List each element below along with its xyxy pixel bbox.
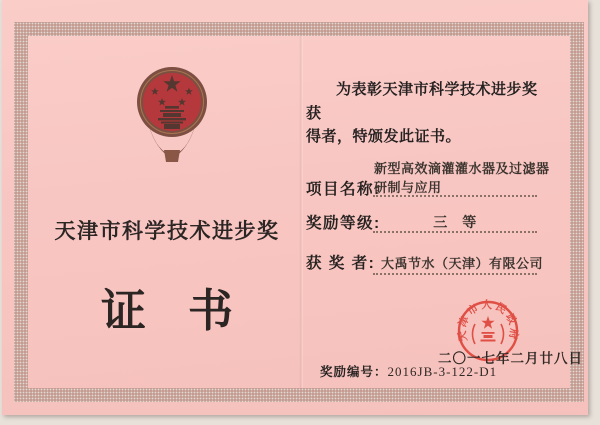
border-ribbon-bottom (14, 388, 584, 402)
project-name-value-line1: 新型高效滴灌灌水器及过滤器 (374, 161, 550, 176)
project-name-label: 项目名称: (306, 181, 381, 198)
award-grade-underline (373, 213, 537, 233)
award-grade-value: 三 等 (433, 216, 477, 231)
national-emblem-icon (134, 62, 210, 166)
project-name-value-line2: 研制与应用 (374, 180, 442, 195)
winner-underline (373, 255, 537, 275)
certificate-word: 证书 (100, 285, 275, 336)
serial-number-label: 奖励编号： (320, 365, 388, 379)
intro-line-1: 为表彰天津市科学技术进步奖获 (306, 81, 538, 122)
serial-number-row (320, 362, 497, 380)
seal-emblem-icon (473, 316, 504, 344)
intro-line-2: 得者，特颁发此证书。 (306, 128, 462, 145)
seal-ring-text: 天津市人民政府 (455, 299, 521, 343)
intro-paragraph (306, 78, 548, 149)
certificate-paper (2, 0, 588, 415)
border-ribbon-right (570, 22, 584, 402)
border-ribbon-top (14, 22, 584, 36)
border-ribbon-left (14, 22, 28, 402)
winner-value: 大禹节水（天津）有限公司 (381, 256, 544, 271)
award-title: 天津市科学技术进步奖 (54, 220, 280, 243)
issue-date: 二〇一七年二月廿八日 (438, 351, 583, 366)
serial-number-value: 2016JB-3-122-D1 (387, 364, 498, 379)
award-grade-label: 奖励等级: (306, 215, 381, 232)
project-name-underline (373, 177, 537, 197)
winner-label: 获 奖 者: (306, 255, 376, 272)
